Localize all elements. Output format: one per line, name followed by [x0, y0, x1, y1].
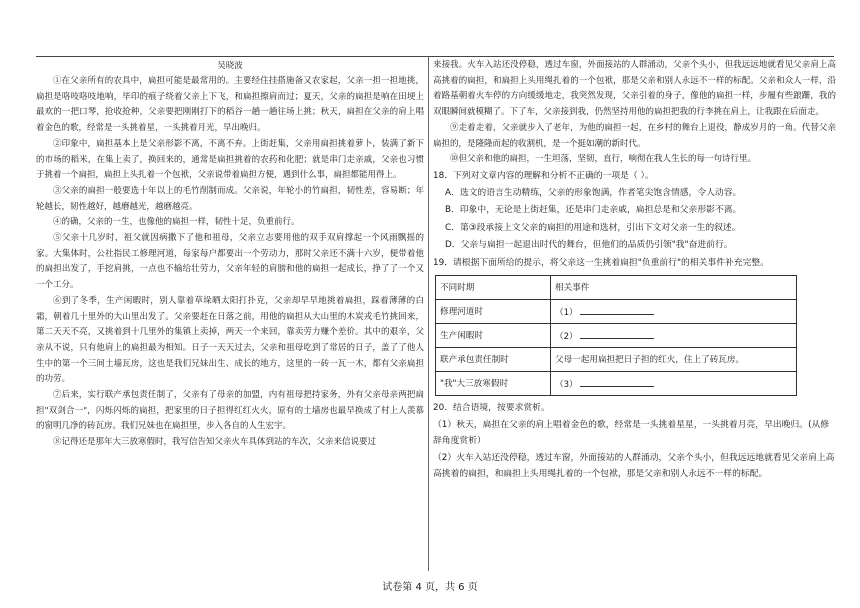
column-divider — [428, 57, 429, 571]
article-paragraph-7: ⑦后来，实行联产承包责任制了，父亲有了母亲的加盟，内有祖母把持家务，外有父亲母亲两把扁担"双剑合一"，闪烁闪烁的扁担，把家里的日子担得红红火火，原有的土墙房也最早换成了村上人羡慕的窗明几净的砖瓦房。我们兄妹也在扁担里，步入各自的人生宏宇。 — [36, 390, 424, 432]
table-row — [436, 323, 797, 347]
question-20-item-2: （2）火车入站还没停稳，透过车窗，外面接站的人群涌动，父亲个头小，但我远远地就看见父亲肩上高高挑着的扁担，和扁担上头用绳扎着的一个包袱，那是父亲和别人永远不一样的标配。 — [433, 452, 835, 480]
table-cell-period: "我"大三放寒假时 — [436, 371, 551, 395]
answer-blank-2[interactable] — [580, 329, 654, 339]
page-footer: 试卷第 4 页，共 6 页 — [382, 582, 478, 593]
article-paragraph-10: ⑩但父亲和他的扁担，一生坦荡，坚韧，直行，响彻在我人生长的每一句诗行里。 — [450, 154, 757, 165]
table-cell-period: 修理河道时 — [436, 299, 551, 323]
article-paragraph-6: ⑥到了冬季，生产闲暇时，别人靠着草垛晒太阳打扑克，父亲却早早地挑着扁担，踩着薄薄的白霜，朝着几十里外的大山里出发了。父亲要赶在日落之前，用他的扁担从大山里的木炭戎毛竹挑回来，第二天天不亮，又挑着到十几里外的集镇上卖掉，两天一个来回，靠卖劳力赚个差价。其中的艰辛，父亲从不说，只有他肩上的扁担最为相知。日子一天天过去，父亲和祖母吃到了常居的日子，盖了了他人生中的第一个三间土墙瓦房，这也是我们兄妹出生、成长的地方，这里的一砖一瓦一木，都有父亲扁担的功劳。 — [36, 295, 424, 385]
table-cell-event[interactable] — [551, 299, 797, 323]
table-header-row — [436, 275, 797, 299]
answer-label: （2） — [555, 331, 578, 342]
question-18-option-c: C．第③段承接上文父亲的扁担的用途和选材，引出下文对父亲一生的叙述。 — [445, 222, 741, 233]
question-18-option-a: A．选文的语言生动精练，父亲的形象饱满，作者笔尖饱含情感，令人动容。 — [445, 187, 742, 198]
answer-label: （1） — [555, 307, 578, 318]
table-row — [436, 299, 797, 323]
article-paragraph-3: ③父亲的扁担一般要选十年以上的毛竹削制而成。父亲说，年轮小的竹扁担，韧性差，容易断；年轮越长，韧性越好，越磨越光，越磨越亮。 — [36, 185, 424, 212]
article-paragraph-5: ⑤父亲十几岁时，祖父就因病撒下了他和祖母，父亲立志要用他的双手双肩撑起一个风雨飘摇的家。大集体时，公社指民工修理河道，每家每户都要出一个劳动力，那时父亲还不满十六岁，便带着他的扁担出发了，手挖肩挑，一点也不输给壮劳力，父亲年轻的肩膀和他的扁担一起成长，挣了了一个又一个工分。 — [36, 233, 424, 291]
answer-label: （3） — [555, 379, 578, 390]
question-19-table — [435, 275, 797, 396]
right-column — [433, 58, 836, 483]
article-paragraph-4: ④的确，父亲的一生，也像他的扁担一样，韧性十足，负重前行。 — [53, 217, 300, 228]
table-header-period: 不同时期 — [436, 275, 551, 299]
left-column — [36, 58, 424, 451]
table-row — [436, 371, 797, 395]
table-cell-event[interactable] — [551, 323, 797, 347]
table-row — [436, 347, 797, 371]
question-18-stem: 18．下列对文章内容的理解和分析不正确的一项是（ ）。 — [433, 170, 654, 181]
article-paragraph-2: ②印象中，扁担基本上是父亲形影不离，不离不弃。上街赶集，父亲用扁担挑着萝卜，装满了新下的市场的稻米，在集上卖了，换回来的，通常是扁担挑着的农药和化肥；就是串门走亲戚，父亲也习惯于挑着一个扁担，扁担上头扎着一个包袱，父亲说带着扁担方便，遇到什么事，扁担都能用得上。 — [36, 138, 424, 181]
question-20-stem: 20．结合语境，按要求赏析。 — [433, 402, 550, 413]
table-cell-period: 生产闲暇时 — [436, 323, 551, 347]
question-18-option-b: B．印象中，无论是上街赶集，还是串门走亲戚，扁担总是和父亲形影不离。 — [445, 205, 742, 216]
answer-blank-1[interactable] — [580, 305, 654, 315]
article-paragraph-9: ⑨走着走着，父亲就步入了老年，为他的扁担一起，在乡村的舞台上退役，静成岁月的一角。代替父亲扁担的，是隆隆而起的收割机，是一个挺如潮的新时代。 — [433, 122, 836, 149]
answer-blank-3[interactable] — [580, 377, 654, 387]
top-rule — [36, 56, 834, 57]
question-19-stem: 19．请根据下面所给的提示，将父亲这一生挑着扁担"负重前行"的相关事件补充完整。 — [433, 257, 769, 268]
article-paragraph-8-cont: 来接我。火车入站还没停稳，透过车窗，外面接站的人群涌动，父亲个头小，但我远远地就看见父亲肩上高高挑着的扁担，和扁担上头用绳扎着的一个包袱，那是父亲和别人永远不一样的标配。父亲和众人一样，沿着路基朝着火车停的方向缓缓地走，我突然发现，父亲引着的身子，像他的扁担一样，步履有些踉跚，我的双眼瞬间就模糊了。下了车，父亲接到我，仍然坚持用他的扁担把我的行李挑在肩上，让我跟在后面走。 — [433, 60, 836, 118]
table-cell-event[interactable] — [551, 371, 797, 395]
article-paragraph-1: ①在父亲所有的农具中，扁担可能是最常用的。主要经住挂搭施备又农家起，父亲一担一担地挑，扁担是咯吱咯吱地响，毕印的痕子绕着父亲上下飞，和扁担擦肩而过；夏天，父亲的扁担是响在田埂上最欢的一把口琴，抢收抢种，父亲要把刚刚打下的稻谷一趟一趟往场上挑；秋天，扁担在父亲的肩上唱着金色的歌，经常是一头挑着星，一头挑着月光，早出晚归。 — [36, 76, 424, 134]
article-paragraph-8: ⑧记得还是那年大三放寒假时，我写信告知父亲火车具体到站的车次，父亲来信说要过 — [53, 437, 377, 448]
question-18-option-d: D．父亲与扁担一起退出时代的舞台，但他们的品质仍引领"我"奋进前行。 — [445, 240, 733, 251]
table-cell-event: 父母一起用扁担把日子担的红火，住上了砖瓦房。 — [551, 347, 797, 371]
table-header-event: 相关事件 — [551, 275, 797, 299]
question-20-item-1: （1）秋天，扁担在父亲的肩上唱着金色的歌，经常是一头挑着星星，一头挑着月亮，早出晚归。(从修辞角度赏析） — [433, 419, 830, 447]
article-author: 吴晓波 — [217, 61, 243, 71]
table-cell-period: 联产承包责任制时 — [436, 347, 551, 371]
